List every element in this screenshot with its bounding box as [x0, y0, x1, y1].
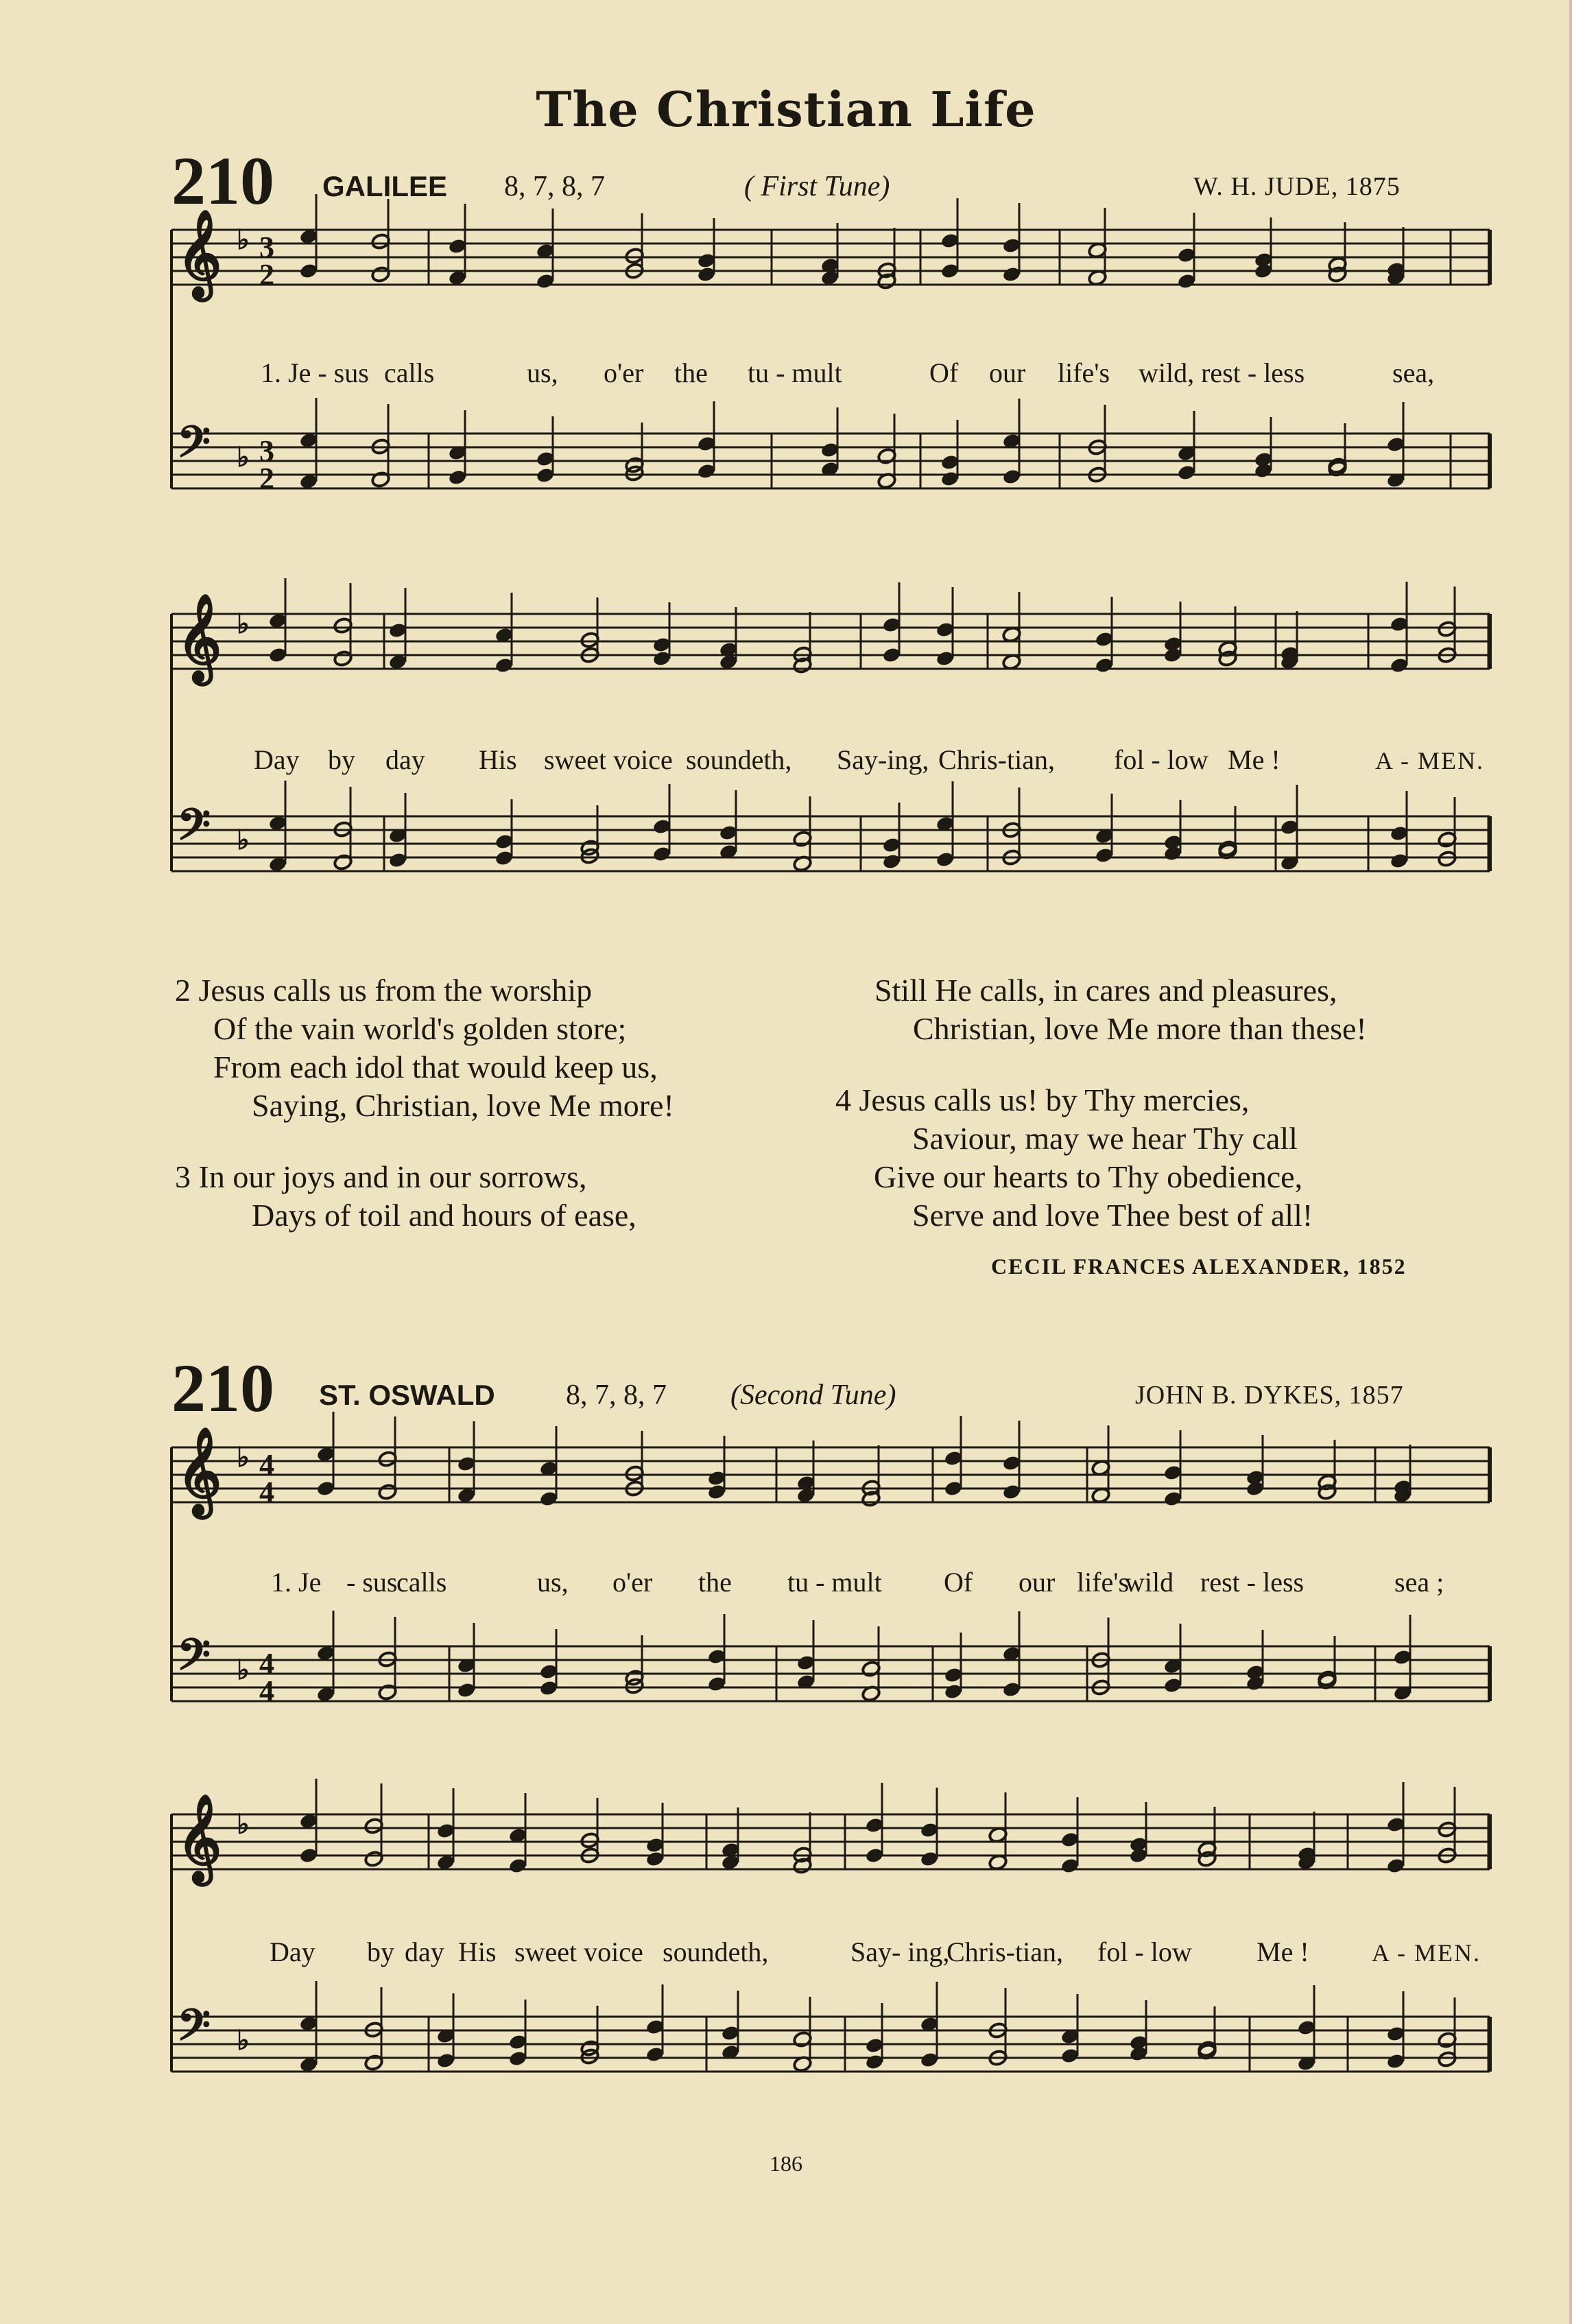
- clef-sign: 𝄢: [177, 419, 211, 477]
- time-signature-bottom: 4: [259, 1674, 274, 1708]
- amen-text: A - MEN.: [1375, 747, 1484, 774]
- verse-line: Of the vain world's golden store;: [213, 1011, 627, 1046]
- clef-sign: ♭: [237, 1809, 250, 1840]
- lyric-syllable: us,: [527, 357, 558, 388]
- verse-line: Jesus calls us from the worship: [198, 973, 593, 1008]
- lyric-syllable: Chris-tian,: [938, 744, 1055, 775]
- lyric-syllable: life's: [1077, 1567, 1130, 1598]
- lyric-syllable: Say- ing,: [850, 1936, 950, 1967]
- verse-number: 4: [835, 1082, 851, 1117]
- composer: JOHN B. DYKES, 1857: [1135, 1381, 1404, 1410]
- clef-sign: 𝄢: [177, 1632, 211, 1689]
- lyric-syllable: calls: [384, 357, 435, 388]
- lyric-syllable: o'er: [604, 357, 644, 388]
- lyric-syllable: by: [328, 744, 355, 775]
- lyric-syllable: 1. Je - sus: [261, 357, 369, 388]
- time-signature-top: 4: [259, 1647, 274, 1681]
- tune-note: ( First Tune): [744, 171, 890, 202]
- verse-line: Jesus calls us! by Thy mercies,: [859, 1082, 1250, 1117]
- clef-sign: ♭: [237, 825, 250, 855]
- hymn-number: 210: [171, 143, 274, 219]
- lyric-syllable: our: [989, 357, 1026, 388]
- meter: 8, 7, 8, 7: [504, 171, 605, 202]
- verse-4: [835, 1081, 1313, 1235]
- lyric-syllable: 1. Je: [271, 1567, 322, 1598]
- lyric-syllable: day: [385, 744, 425, 775]
- clef-sign: ♭: [237, 442, 250, 473]
- time-signature-top: 4: [259, 1448, 274, 1482]
- lyric-syllable: wild: [1125, 1567, 1174, 1598]
- lyric-syllable: day: [405, 1936, 444, 1967]
- meter: 8, 7, 8, 7: [566, 1379, 667, 1411]
- lyric-syllable: our: [1019, 1567, 1056, 1598]
- lyric-syllable: calls: [396, 1567, 447, 1598]
- lyric-syllable: Chris-tian,: [946, 1936, 1063, 1967]
- verse-line: Saying, Christian, love Me more!: [252, 1088, 674, 1123]
- verse-line: Christian, love Me more than these!: [913, 1011, 1367, 1046]
- lyric-syllable: tu - mult: [748, 357, 842, 388]
- lyric-syllable: wild, rest - less: [1139, 357, 1305, 388]
- verse-2: [175, 971, 674, 1125]
- lyric-syllable: soundeth,: [686, 744, 792, 775]
- lyric-syllable: us,: [537, 1567, 569, 1598]
- clef-sign: ♭: [237, 2025, 250, 2056]
- verse-line: Give our hearts to Thy obedience,: [874, 1159, 1303, 1194]
- verse-line: Saviour, may we hear Thy call: [912, 1121, 1298, 1156]
- lyric-syllable: sea,: [1392, 357, 1435, 388]
- lyric-syllable: the: [698, 1567, 732, 1598]
- time-signature-bottom: 2: [259, 258, 274, 292]
- page-number: 186: [770, 2151, 802, 2176]
- verse-number: 3: [175, 1159, 191, 1194]
- lyric-syllable: fol - low: [1097, 1936, 1192, 1967]
- tune-name: GALILEE: [322, 170, 448, 202]
- time-signature-bottom: 4: [259, 1475, 274, 1509]
- lyric-syllable: Of: [944, 1567, 973, 1598]
- lyric-syllable: - sus: [346, 1567, 398, 1598]
- lyric-syllable: Of: [929, 357, 959, 388]
- lyric-syllable: rest - less: [1200, 1567, 1305, 1598]
- hymn-author: CECIL FRANCES ALEXANDER, 1852: [991, 1254, 1407, 1279]
- verse-line: Days of toil and hours of ease,: [252, 1198, 636, 1233]
- verse-3b: [874, 971, 1367, 1048]
- lyric-syllable: Me !: [1257, 1936, 1309, 1967]
- lyric-syllable: sea ;: [1394, 1567, 1444, 1598]
- clef-sign: ♭: [237, 608, 250, 639]
- lyric-syllable: o'er: [612, 1567, 653, 1598]
- time-signature-bottom: 2: [259, 462, 274, 495]
- clef-sign: ♭: [237, 1442, 250, 1473]
- lyric-syllable: Day: [270, 1936, 315, 1967]
- clef-sign: 𝄞: [177, 212, 222, 296]
- time-signature-top: 3: [259, 230, 274, 264]
- lyric-syllable: Day: [254, 744, 300, 775]
- verse-3a: [175, 1158, 636, 1235]
- clef-sign: 𝄢: [177, 2002, 211, 2060]
- lyric-syllable: Me !: [1228, 744, 1281, 775]
- composer: W. H. JUDE, 1875: [1193, 172, 1401, 201]
- lyric-syllable: the: [674, 357, 708, 388]
- lyric-syllable: life's: [1058, 357, 1110, 388]
- lyric-syllable: His: [479, 744, 517, 775]
- clef-sign: ♭: [237, 1655, 250, 1685]
- tune-name: ST. OSWALD: [319, 1379, 495, 1411]
- lyric-syllable: fol - low: [1114, 744, 1208, 775]
- clef-sign: 𝄞: [177, 596, 222, 680]
- lyric-syllable: Say-ing,: [837, 744, 929, 775]
- lyric-syllable: tu - mult: [787, 1567, 882, 1598]
- section-title: The Christian Life: [536, 81, 1036, 138]
- lyric-syllable: by: [367, 1936, 394, 1967]
- lyric-syllable: His: [458, 1936, 497, 1967]
- time-signature-top: 3: [259, 434, 274, 468]
- lyric-syllable: sweet voice: [514, 1936, 643, 1967]
- clef-sign: ♭: [237, 224, 250, 255]
- lyric-syllable: soundeth,: [663, 1936, 769, 1967]
- lyric-syllable: sweet voice: [544, 744, 673, 775]
- clef-sign: 𝄢: [177, 802, 211, 859]
- clef-sign: 𝄞: [177, 1430, 222, 1513]
- amen-text: A - MEN.: [1372, 1939, 1481, 1967]
- verse-line: Serve and love Thee best of all!: [912, 1198, 1313, 1233]
- verse-line: Still He calls, in cares and pleasures,: [874, 973, 1337, 1008]
- hymn-number: 210: [171, 1350, 274, 1426]
- verse-number: 2: [175, 973, 191, 1008]
- verse-line: In our joys and in our sorrows,: [198, 1159, 587, 1194]
- tune-note: (Second Tune): [730, 1379, 896, 1411]
- clef-sign: 𝄞: [177, 1797, 222, 1880]
- verse-line: From each idol that would keep us,: [213, 1050, 658, 1084]
